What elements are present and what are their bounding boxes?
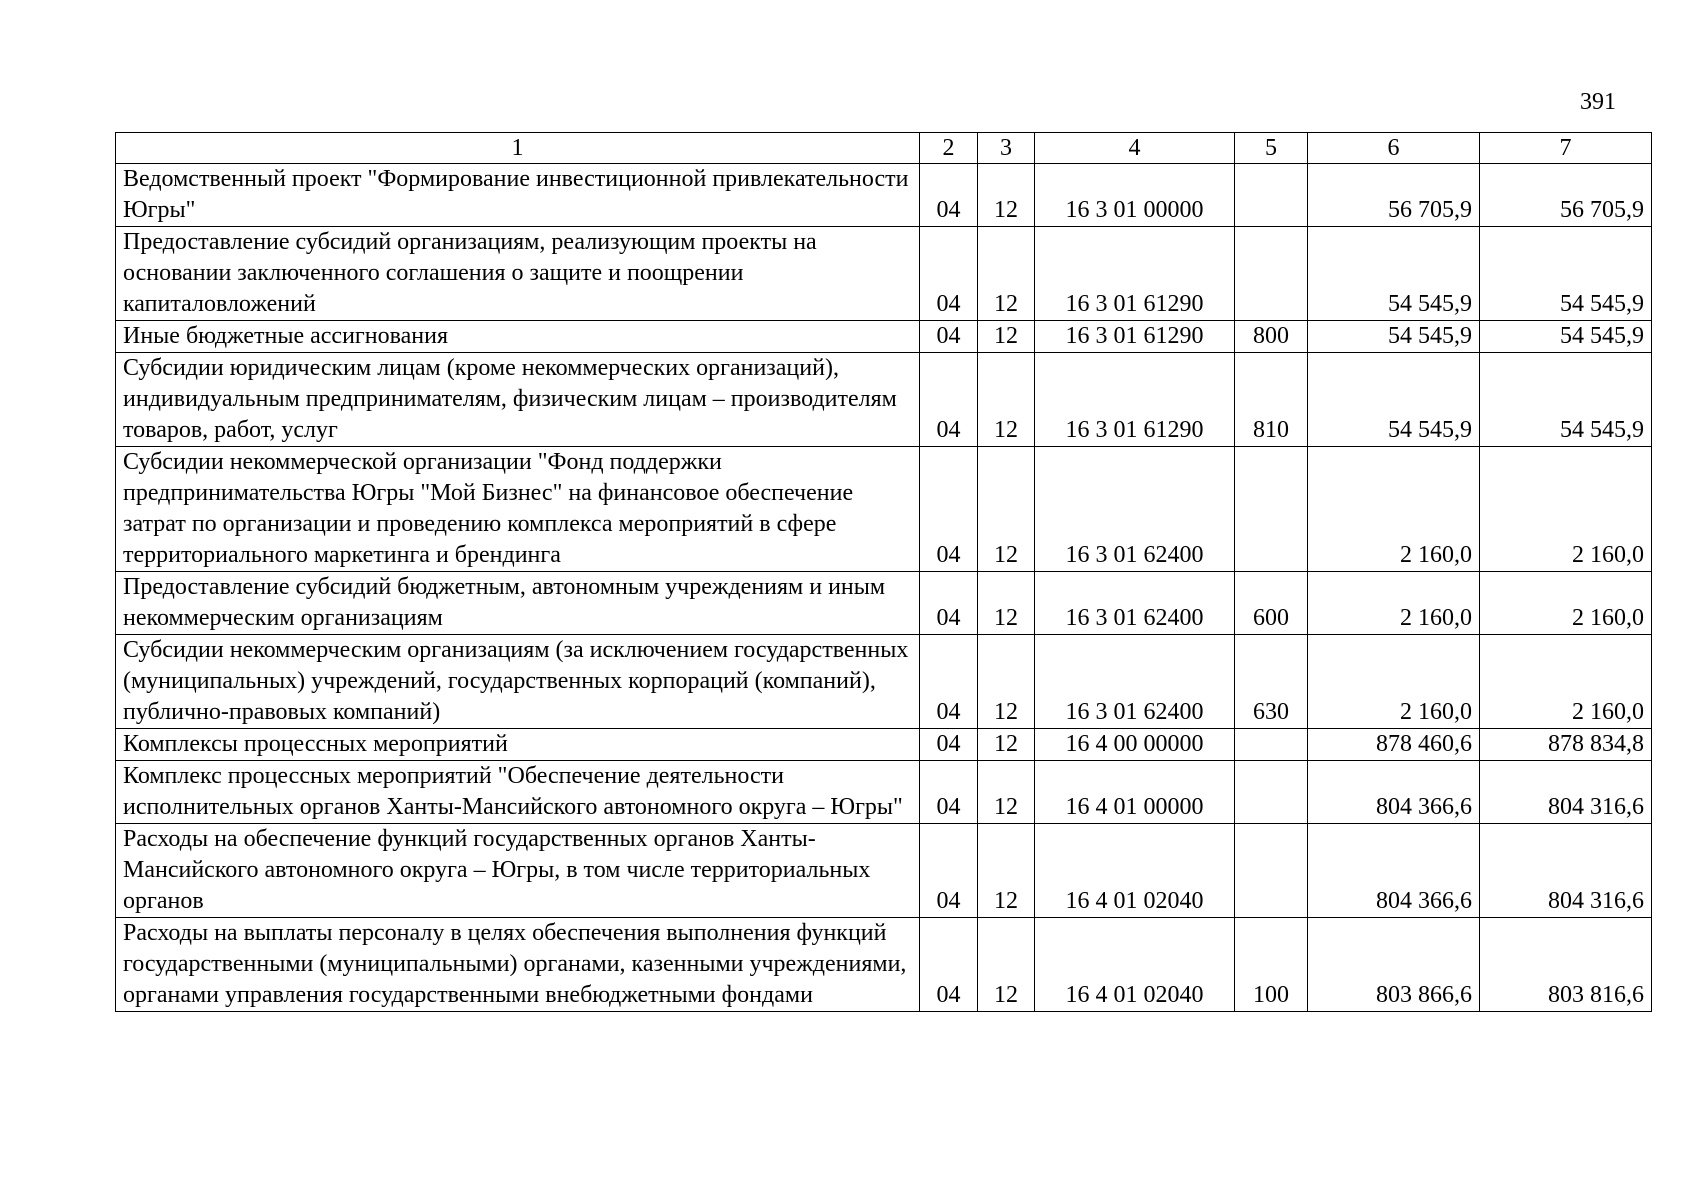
amount-year1-cell: 804 366,6 [1308,761,1480,824]
subsection-code-cell: 12 [978,918,1035,1012]
section-code-cell: 04 [920,447,978,572]
section-code-cell: 04 [920,321,978,353]
subsection-code-cell: 12 [978,572,1035,635]
column-header: 5 [1235,133,1308,164]
amount-year2-cell: 2 160,0 [1480,447,1652,572]
amount-year1-cell: 2 160,0 [1308,635,1480,729]
subsection-code-cell: 12 [978,353,1035,447]
section-code-cell: 04 [920,164,978,227]
table-row [116,164,1652,227]
target-article-cell: 16 3 01 62400 [1035,635,1235,729]
amount-year2-cell: 56 705,9 [1480,164,1652,227]
table-body [116,164,1652,1012]
section-code-cell: 04 [920,227,978,321]
amount-year2-cell: 54 545,9 [1480,321,1652,353]
subsection-code-cell: 12 [978,164,1035,227]
amount-year2-cell: 2 160,0 [1480,572,1652,635]
expense-type-cell: 800 [1235,321,1308,353]
subsection-code-cell: 12 [978,729,1035,761]
header-row [116,133,1652,164]
item-name-cell: Иные бюджетные ассигнования [116,321,920,353]
amount-year1-cell: 56 705,9 [1308,164,1480,227]
column-header: 7 [1480,133,1652,164]
target-article-cell: 16 4 01 02040 [1035,824,1235,918]
item-name-cell: Предоставление субсидий организациям, реализующим проекты на основании заключенного соглашения о защите и поощрении капиталовложений [116,227,920,321]
table-row [116,447,1652,572]
expense-type-cell: 100 [1235,918,1308,1012]
amount-year2-cell: 54 545,9 [1480,227,1652,321]
target-article-cell: 16 3 01 61290 [1035,321,1235,353]
item-name-cell: Предоставление субсидий бюджетным, автономным учреждениям и иным некоммерческим организациям [116,572,920,635]
item-name-cell: Ведомственный проект "Формирование инвестиционной привлекательности Югры" [116,164,920,227]
target-article-cell: 16 3 01 61290 [1035,353,1235,447]
target-article-cell: 16 4 01 02040 [1035,918,1235,1012]
section-code-cell: 04 [920,572,978,635]
item-name-cell: Расходы на обеспечение функций государственных органов Ханты-Мансийского автономного округа – Югры, в том числе территориальных органов [116,824,920,918]
expense-type-cell: 600 [1235,572,1308,635]
column-header: 2 [920,133,978,164]
table-header [116,133,1652,164]
expense-type-cell [1235,729,1308,761]
subsection-code-cell: 12 [978,227,1035,321]
item-name-cell: Субсидии некоммерческой организации "Фонд поддержки предпринимательства Югры "Мой Бизнес" на финансовое обеспечение затрат по организации и проведению комплекса мероприятий в сфере территориального маркетинга и брендинга [116,447,920,572]
subsection-code-cell: 12 [978,761,1035,824]
item-name-cell: Субсидии юридическим лицам (кроме некоммерческих организаций), индивидуальным предпринимателям, физическим лицам – производителям товаров, работ, услуг [116,353,920,447]
expense-type-cell [1235,227,1308,321]
table-row [116,572,1652,635]
amount-year1-cell: 878 460,6 [1308,729,1480,761]
target-article-cell: 16 4 00 00000 [1035,729,1235,761]
column-header: 4 [1035,133,1235,164]
target-article-cell: 16 4 01 00000 [1035,761,1235,824]
expense-type-cell [1235,164,1308,227]
section-code-cell: 04 [920,353,978,447]
amount-year1-cell: 54 545,9 [1308,353,1480,447]
expense-type-cell [1235,824,1308,918]
subsection-code-cell: 12 [978,824,1035,918]
item-name-cell: Комплекс процессных мероприятий "Обеспечение деятельности исполнительных органов Ханты-Мансийского автономного округа – Югры" [116,761,920,824]
target-article-cell: 16 3 01 62400 [1035,572,1235,635]
amount-year2-cell: 804 316,6 [1480,824,1652,918]
expense-type-cell [1235,761,1308,824]
target-article-cell: 16 3 01 00000 [1035,164,1235,227]
amount-year2-cell: 878 834,8 [1480,729,1652,761]
column-header: 3 [978,133,1035,164]
amount-year2-cell: 2 160,0 [1480,635,1652,729]
expense-type-cell: 810 [1235,353,1308,447]
budget-table [115,132,1652,1012]
subsection-code-cell: 12 [978,447,1035,572]
section-code-cell: 04 [920,824,978,918]
expense-type-cell: 630 [1235,635,1308,729]
table-row [116,918,1652,1012]
target-article-cell: 16 3 01 62400 [1035,447,1235,572]
subsection-code-cell: 12 [978,321,1035,353]
amount-year1-cell: 804 366,6 [1308,824,1480,918]
item-name-cell: Субсидии некоммерческим организациям (за исключением государственных (муниципальных) учреждений, государственных корпораций (компаний), публично-правовых компаний) [116,635,920,729]
target-article-cell: 16 3 01 61290 [1035,227,1235,321]
table-row [116,824,1652,918]
table-row [116,635,1652,729]
expense-type-cell [1235,447,1308,572]
amount-year1-cell: 2 160,0 [1308,447,1480,572]
column-header: 6 [1308,133,1480,164]
section-code-cell: 04 [920,761,978,824]
page-number: 391 [1580,89,1616,115]
item-name-cell: Комплексы процессных мероприятий [116,729,920,761]
amount-year2-cell: 804 316,6 [1480,761,1652,824]
table-row [116,729,1652,761]
amount-year1-cell: 2 160,0 [1308,572,1480,635]
table-row [116,761,1652,824]
amount-year1-cell: 54 545,9 [1308,227,1480,321]
section-code-cell: 04 [920,918,978,1012]
table-row [116,227,1652,321]
amount-year1-cell: 54 545,9 [1308,321,1480,353]
amount-year2-cell: 54 545,9 [1480,353,1652,447]
column-header: 1 [116,133,920,164]
subsection-code-cell: 12 [978,635,1035,729]
amount-year2-cell: 803 816,6 [1480,918,1652,1012]
table-row [116,353,1652,447]
section-code-cell: 04 [920,729,978,761]
table-row [116,321,1652,353]
item-name-cell: Расходы на выплаты персоналу в целях обеспечения выполнения функций государственными (муниципальными) органами, казенными учреждениями, органами управления государственными внебюджетными фондами [116,918,920,1012]
amount-year1-cell: 803 866,6 [1308,918,1480,1012]
section-code-cell: 04 [920,635,978,729]
